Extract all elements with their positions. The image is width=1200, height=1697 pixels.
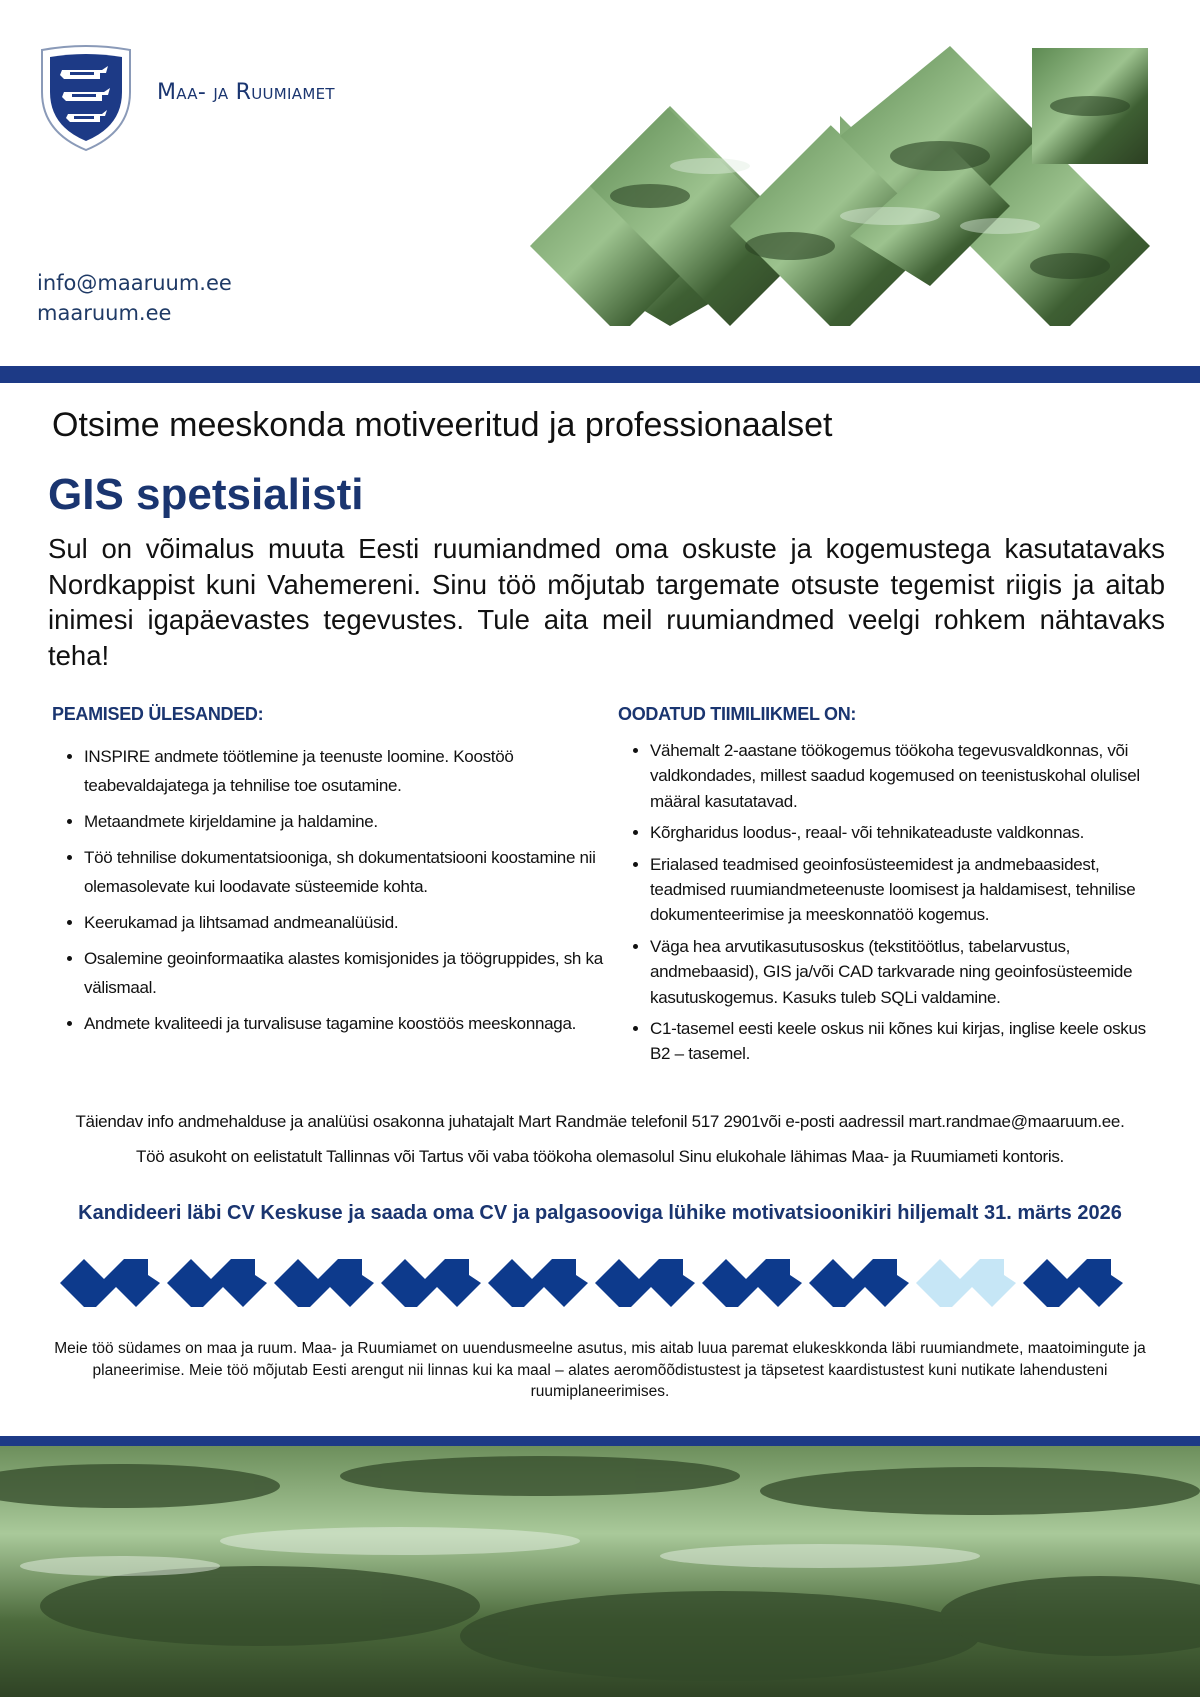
pattern-unit	[167, 1259, 267, 1307]
contact-block	[37, 268, 232, 328]
list-item: • Andmete kvaliteedi ja turvalisuse tagamine koostöös meeskonnaga.	[84, 1009, 614, 1038]
list-item: • C1-tasemel eesti keele oskus nii kõnes kui kirjas, inglise keele oskus B2 – tasemel.	[650, 1016, 1160, 1067]
intro-line: Otsime meeskonda motiveeritud ja professionaalset	[52, 406, 833, 444]
list-item: • Töö tehnilise dokumentatsiooniga, sh dokumentatsiooni koostamine nii olemasolevate kui loodavate süsteemide kohta.	[84, 843, 614, 901]
requirements-heading: OODATUD TIIMILIIKMEL ON:	[618, 704, 857, 724]
contact-email[interactable]: info@maaruum.ee	[37, 271, 232, 295]
requirements-list	[618, 738, 1160, 1073]
top-blue-band	[0, 366, 1200, 383]
pattern-unit	[274, 1259, 374, 1307]
apply-call-to-action: Kandideeri läbi CV Keskuse ja saada oma CV ja palgasooviga lühike motivatsioonikiri hiljemalt 31. märts 2026	[78, 1202, 1122, 1224]
contact-website[interactable]: maaruum.ee	[37, 301, 172, 325]
list-item: • Vähemalt 2-aastane töökogemus töökoha tegevusvaldkonnas, või valdkondades, millest saadud kogemused on teenistuskohal olulisel määral kasutatavad.	[650, 738, 1160, 814]
list-item: • Kõrgharidus loodus-, reaal- või tehnikateaduste valdkonnas.	[650, 820, 1160, 845]
location-info-line: Töö asukoht on eelistatult Tallinnas või Tartus või vaba töökoha olemasolul Sinu elukohale lähimas Maa- ja Ruumiameti kontoris.	[136, 1147, 1064, 1166]
contact-info-line: Täiendav info andmehalduse ja analüüsi osakonna juhatajalt Mart Randmäe telefonil 517 2901või e-posti aadressil mart.randmae@maaruum.ee.	[75, 1112, 1125, 1131]
pattern-unit	[595, 1259, 695, 1307]
pattern-unit	[809, 1259, 909, 1307]
coat-of-arms-logo	[36, 44, 136, 154]
pattern-unit	[916, 1259, 1016, 1307]
decorative-pattern-strip	[60, 1259, 1130, 1307]
pattern-unit	[60, 1259, 160, 1307]
about-paragraph: Meie töö südames on maa ja ruum. Maa- ja Ruumiamet on uuendusmeelne asutus, mis aitab luua paremat elukeskkonda läbi ruumiandmete, maatoimingute ja planeerimise. Meie töö mõjutab Eesti arengut nii linnas kui ka maal – alates aeromõõdistustest ja täpsetest kaardistustest kuni nutikate lahendusteni ruumiplaneerimises.	[54, 1340, 1146, 1400]
bottom-landscape-photo	[0, 1446, 1200, 1697]
list-item: • Erialased teadmised geoinfosüsteemidest ja andmebaasidest, teadmised ruumiandmeteenuste loomisest ja haldamisest, tehnilise dokumenteerimise ja meeskonnatöö kogemus.	[650, 852, 1160, 928]
list-item: • Keerukamad ja lihtsamad andmeanalüüsid.	[84, 908, 614, 937]
pattern-unit	[488, 1259, 588, 1307]
pattern-unit	[381, 1259, 481, 1307]
pattern-unit	[1023, 1259, 1123, 1307]
list-item: • INSPIRE andmete töötlemine ja teenuste loomine. Koostöö teabevaldajatega ja tehnilise toe osutamine.	[84, 742, 614, 800]
tasks-heading: PEAMISED ÜLESANDED:	[52, 704, 264, 724]
list-item: • Metaandmete kirjeldamine ja haldamine.	[84, 807, 614, 836]
list-item: • Osalemine geoinformaatika alastes komisjonides ja töögruppides, sh ka välismaal.	[84, 944, 614, 1002]
list-item: • Väga hea arvutikasutusoskus (tekstitöötlus, tabelarvustus, andmebaasid), GIS ja/või CAD tarkvarade ning geoinfosüsteemide kasutuskogemus. Kasuks tuleb SQLi valdamine.	[650, 934, 1160, 1010]
tasks-list	[52, 742, 614, 1045]
pattern-unit	[702, 1259, 802, 1307]
organization-name: Maa- ja Ruumiamet	[157, 80, 335, 105]
job-title: GIS spetsialisti	[48, 470, 364, 519]
lead-paragraph: Sul on võimalus muuta Eesti ruumiandmed oma oskuste ja kogemustega kasutatavaks Nordkappist kuni Vahemereni. Sinu töö mõjutab targemate otsuste tegemist riigis ja aitab inimesi igapäevastes tegevustes. Tule aita meil ruumiandmed veelgi rohkem nähtavaks teha!	[48, 533, 1165, 671]
landscape-mountain-shape-photo	[530, 46, 1150, 326]
